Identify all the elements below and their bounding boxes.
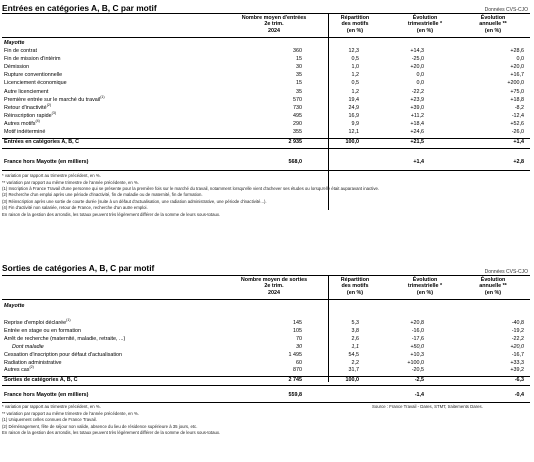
cell-quarterly: +20,0 [410, 64, 424, 71]
cell-share: 3,8 [351, 327, 359, 334]
cell-share: 54,5 [348, 351, 359, 358]
cell-annual: -16,7 [511, 351, 524, 358]
cell-annual: +2,8 [513, 159, 524, 166]
row-label: Radiation administrative [4, 359, 62, 366]
table-row [0, 94, 534, 104]
exits-col-header-quarterly: Évolution trimestrielle * (en %) [407, 277, 443, 296]
cell-quarterly: +100,0 [407, 359, 424, 366]
cell-quarterly: +11,2 [410, 112, 424, 119]
cell-count: 70 [296, 335, 302, 342]
row-label: Démission [4, 64, 30, 71]
cell-count: 290 [293, 120, 302, 127]
exits-col-header-annual: Évolution annuelle ** (en %) [479, 277, 507, 296]
cell-count: 60 [296, 359, 302, 366]
table-row [0, 89, 534, 96]
cell-quarterly: +23,9 [410, 96, 424, 103]
exits-footnote: (1) Uniquement celles connues de France Travail. [2, 417, 97, 423]
cell-quarterly: -25,0 [411, 56, 424, 63]
cell-quarterly: -22,2 [411, 88, 424, 95]
cell-count: 559,8 [288, 392, 302, 399]
cell-annual: +20,0 [510, 64, 524, 71]
cell-count: 105 [293, 327, 302, 334]
row-label: Entrées en catégories A, B, C [4, 139, 79, 146]
cell-count: 1 495 [288, 351, 302, 358]
cell-annual: +20,0 [510, 343, 524, 350]
cell-share: 12,3 [348, 48, 359, 54]
exits-footnote: * variation par rapport au trimestre précédent, en %. [2, 404, 101, 410]
cell-annual: -12,4 [511, 112, 524, 119]
table-row [0, 328, 534, 335]
cell-quarterly: +50,0 [410, 343, 424, 350]
entries-footnote: (4) Fin d'activité non salariée, retour de France, recherche d'un autre emploi. [2, 205, 148, 211]
row-label: Entrée en stage ou en formation [4, 327, 82, 334]
cell-share: 100,0 [345, 139, 359, 146]
cell-count: 360 [293, 48, 302, 54]
exits-col-header-count: Nombre moyen de sorties 2e trim. 2024 [240, 277, 308, 296]
table-row [0, 336, 534, 343]
exits-footnote: En raison de la gestion des arrondis, les totaux peuvent très légèrement différer de la somme de leurs sous-totaux. [2, 429, 221, 435]
cell-count: 30 [296, 64, 302, 71]
cell-share: 19,4 [348, 96, 359, 103]
cell-share: 24,9 [348, 104, 359, 111]
table-row [0, 48, 534, 55]
cell-share: 1,2 [351, 72, 359, 79]
cell-annual: 0,0 [516, 56, 524, 63]
table-row [0, 159, 534, 166]
cell-share: 0,5 [351, 80, 359, 87]
cell-quarterly: -2,5 [414, 376, 424, 383]
row-label: Rupture conventionnelle [4, 72, 63, 79]
exits-data-note: Données CVS-CJO [484, 269, 528, 275]
cell-quarterly: +10,3 [410, 351, 424, 358]
cell-quarterly: 0,0 [416, 72, 424, 79]
entries-title: Entrées en catégories A, B, C par motif [2, 3, 157, 13]
cell-share: 16,9 [348, 112, 359, 119]
cell-annual: +16,7 [510, 72, 524, 79]
entries-data-note: Données CVS-CJO [484, 7, 528, 13]
cell-share: 100,0 [345, 376, 359, 383]
table-row [0, 56, 534, 63]
cell-count: 730 [293, 104, 302, 111]
entries-col-header-count: Nombre moyen d'entrées 2e trim. 2024 [241, 15, 307, 34]
table-row [0, 113, 534, 120]
cell-share: 2,2 [351, 359, 359, 366]
cell-annual: +200,0 [507, 80, 524, 87]
exits-source: Source : France Travail - Dares, STMT, traitements Dares. [372, 404, 483, 410]
table-row [0, 129, 534, 136]
entries-col-header-annual: Évolution annuelle ** (en %) [479, 15, 507, 34]
table-row [0, 344, 534, 351]
cell-annual: +18,8 [510, 96, 524, 103]
entries-total-bottom-rule [2, 148, 530, 149]
row-label: Autres motifs$^{(4)}$ [4, 119, 40, 127]
cell-count: 2 935 [288, 139, 302, 146]
cell-share: 9,9 [351, 120, 359, 127]
exits-section-mayotte: Mayotte [4, 303, 25, 309]
row-label: France hors Mayotte (en milliers) [4, 159, 89, 166]
exits-top-rule [2, 275, 530, 276]
cell-annual: -6,3 [514, 376, 524, 383]
row-label: Reprise d'emploi déclarée$^{(1)}$ [4, 318, 71, 326]
entries-header-rule [2, 37, 530, 38]
cell-count: 2 745 [288, 376, 302, 383]
cell-annual: -22,2 [511, 335, 524, 342]
cell-quarterly: +24,6 [410, 129, 424, 135]
cell-count: 568,0 [288, 159, 302, 166]
cell-quarterly: -1,4 [414, 392, 424, 399]
row-label: Fin de contrat [4, 48, 37, 54]
cell-count: 15 [296, 56, 302, 63]
cell-annual: +75,0 [510, 88, 524, 95]
cell-quarterly: +21,5 [410, 139, 424, 146]
cell-annual: -0,4 [514, 392, 524, 399]
cell-share: 1,1 [351, 343, 359, 350]
cell-share: 1,0 [351, 64, 359, 71]
cell-count: 30 [296, 343, 302, 350]
cell-share: 2,6 [351, 335, 359, 342]
table-row [0, 80, 534, 87]
row-label: Autres cas$^{(2)}$ [4, 365, 34, 374]
cell-annual: +33,3 [510, 359, 524, 366]
cell-annual: -19,2 [511, 327, 524, 334]
row-label: France hors Mayotte (en milliers) [4, 392, 89, 399]
exits-footnote: ** variation par rapport au même trimestre de l'année précédente, en %. [2, 410, 139, 416]
table-row [0, 360, 534, 367]
cell-quarterly: 0,0 [416, 80, 424, 87]
row-label: Sorties de catégories A, B, C [4, 376, 78, 383]
row-label: Arrêt de recherche (maternité, maladie, retraite, ...) [4, 335, 126, 342]
table-row [0, 367, 534, 374]
cell-count: 15 [296, 80, 302, 87]
entries-footnote: (2) Recherche d'un emploi après une période d'inactivité, fin de maladie ou de maternité, fin de formation. [2, 192, 203, 198]
entries-col-header-quarterly: Évolution trimestrielle * (en %) [407, 15, 443, 34]
cell-quarterly: +14,3 [410, 48, 424, 54]
exits-footnote: (2) Déménagement, fête de séjour non valide, absence du lieu de résidence supérieure à 35 jours, etc. [2, 423, 198, 429]
exits-title: Sorties de catégories A, B, C par motif [2, 263, 155, 273]
entries-top-rule [2, 13, 530, 14]
cell-quarterly: -16,0 [411, 327, 424, 334]
table-row [0, 72, 534, 79]
row-label: Retour d'inactivité$^{(2)}$ [4, 102, 52, 111]
cell-annual: +39,2 [510, 367, 524, 374]
cell-quarterly: -20,5 [411, 367, 424, 374]
table-row [0, 377, 534, 384]
entries-col-header-share: Répartition des motifs (en %) [340, 15, 370, 34]
entries-section-mayotte: Mayotte [4, 40, 25, 46]
entries-bottom-rule [2, 170, 530, 171]
table-row [0, 139, 534, 146]
entries-footnote: ** variation par rapport au même trimestre de l'année précédente, en %. [2, 179, 139, 185]
exits-bottom-rule [2, 402, 530, 403]
entries-footnote: (3) Réinscription après une sortie de courte durée (suite à un défaut d'actualisation, une radiation administrative, une période d'inactivité...). [2, 198, 267, 204]
exits-total-bottom-rule [2, 385, 530, 386]
cell-annual: -40,8 [511, 320, 524, 326]
cell-annual: +1,4 [513, 139, 524, 146]
cell-count: 35 [296, 72, 302, 79]
row-label: Réinscription rapide$^{(3)}$ [4, 111, 57, 119]
exits-col-header-share: Répartition des motifs (en %) [340, 277, 370, 296]
entries-footnote: * variation par rapport au trimestre précédent, en %. [2, 173, 101, 179]
cell-share: 12,1 [348, 129, 359, 135]
cell-count: 145 [293, 320, 302, 326]
cell-count: 570 [293, 96, 302, 103]
cell-annual: +28,6 [510, 48, 524, 54]
cell-count: 355 [293, 129, 302, 135]
table-row [0, 121, 534, 128]
row-label: Motif indéterminé [4, 129, 46, 135]
row-label: Cessation d'inscription pour défaut d'actualisation [4, 351, 123, 358]
table-row [0, 392, 534, 399]
cell-share: 0,5 [351, 56, 359, 63]
row-label: Première entrée sur le marché du travail$^{(1)}$ [4, 94, 105, 103]
row-label: Dont maladie [12, 343, 44, 350]
cell-share: 31,7 [348, 367, 359, 374]
row-label: Licenciement économique [4, 80, 67, 87]
cell-annual: -8,2 [514, 104, 524, 111]
cell-annual: +52,6 [510, 120, 524, 127]
cell-share: 1,2 [351, 88, 359, 95]
cell-quarterly: +20,8 [410, 320, 424, 326]
cell-quarterly: +39,0 [410, 104, 424, 111]
table-row [0, 320, 534, 327]
entries-footnote: (1) Inscription à France Travail d'une personne qui se présente pour la première fois sur le marché du travail, notamment lorsqu'elle vient d'achever ses études ou lorsqu'elle était auparavant inactive. [2, 185, 380, 191]
exits-header-rule [2, 299, 530, 300]
cell-quarterly: -17,6 [411, 335, 424, 342]
cell-annual: -26,0 [511, 129, 524, 135]
cell-count: 35 [296, 88, 302, 95]
cell-share: 5,3 [351, 320, 359, 326]
table-row [0, 352, 534, 359]
row-label: Autre licenciement [4, 88, 49, 95]
entries-footnote: En raison de la gestion des arrondis, les totaux peuvent très légèrement différer de la somme de leurs sous-totaux. [2, 211, 221, 217]
table-row [0, 102, 534, 112]
cell-quarterly: +1,4 [413, 159, 424, 166]
row-label: Fin de mission d'intérim [4, 56, 61, 63]
cell-quarterly: +18,4 [410, 120, 424, 127]
cell-count: 495 [293, 112, 302, 119]
table-row [0, 64, 534, 71]
cell-count: 870 [293, 367, 302, 374]
